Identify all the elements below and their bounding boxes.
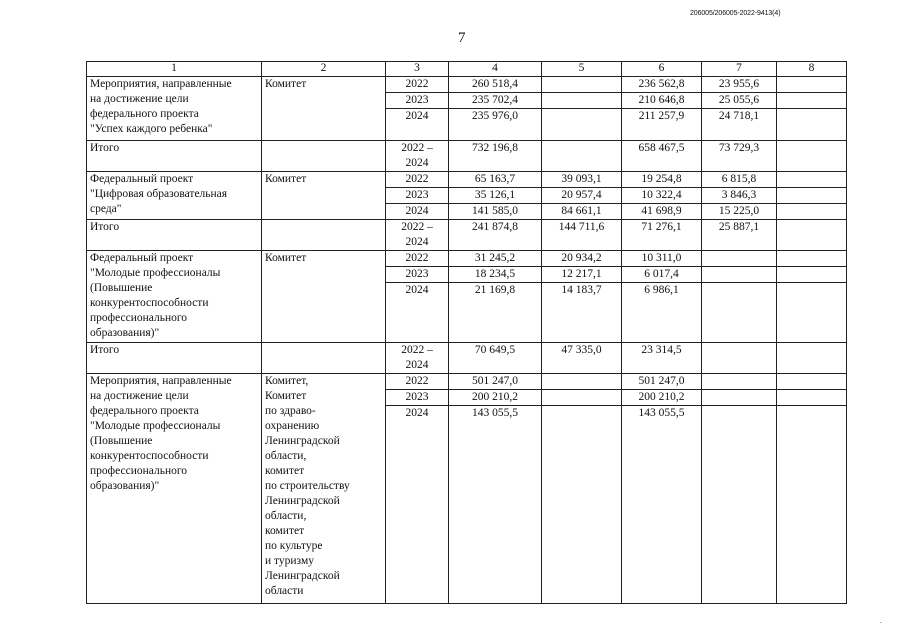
amount-cell	[777, 251, 847, 343]
amount-value: 200 210,2	[622, 390, 701, 406]
executor: Комитет	[262, 77, 386, 141]
amount-value: 25 055,6	[702, 93, 776, 109]
amount-value	[777, 390, 846, 406]
year: 2022	[386, 374, 448, 390]
year: 2024	[405, 205, 429, 217]
column-number: 8	[777, 62, 847, 77]
amount-cell	[542, 77, 622, 141]
amount-cell	[449, 220, 542, 251]
amount-value	[542, 109, 621, 124]
amount-value: 143 055,5	[472, 407, 518, 419]
amount-cell	[777, 141, 847, 172]
amount-value: 6 017,4	[622, 267, 701, 283]
amount-value	[702, 343, 776, 358]
year-cell	[386, 251, 449, 343]
amount-value	[542, 406, 621, 421]
amount-value	[702, 406, 776, 421]
year-cell	[386, 77, 449, 141]
amount-cell	[542, 251, 622, 343]
year: 2022	[386, 251, 448, 267]
amount-cell	[622, 220, 702, 251]
table-row	[87, 77, 847, 141]
year: 2024	[405, 110, 429, 122]
executor: Комитет	[262, 172, 386, 220]
amount-cell	[702, 251, 777, 343]
amount-value: 71 276,1	[641, 221, 682, 233]
amount-value: 31 245,2	[449, 251, 541, 267]
amount-cell	[542, 343, 622, 374]
amount-cell	[777, 220, 847, 251]
amount-cell	[777, 172, 847, 220]
amount-value: 501 247,0	[449, 374, 541, 390]
activity-name: Мероприятия, направленные на достижение цели федерального проекта "Успех каждого ребенка"	[87, 77, 262, 141]
activity-name: Федеральный проект "Цифровая образовательная среда"	[87, 172, 262, 220]
amount-value: 3 846,3	[702, 188, 776, 204]
amount-value: 732 196,8	[472, 142, 518, 154]
amount-value: 10 322,4	[622, 188, 701, 204]
column-number: 7	[702, 62, 777, 77]
activity-name: Итого	[87, 141, 262, 172]
amount-value	[542, 390, 621, 406]
page-number: 7	[458, 30, 466, 46]
amount-value	[777, 267, 846, 283]
activity-name: Итого	[87, 220, 262, 251]
amount-value: 19 254,8	[622, 172, 701, 188]
year: 2024	[405, 284, 429, 296]
amount-cell	[702, 220, 777, 251]
amount-cell	[702, 141, 777, 172]
amount-value: 23 955,6	[702, 77, 776, 93]
column-number-row	[87, 62, 847, 77]
amount-cell	[622, 343, 702, 374]
year-cell	[386, 220, 449, 251]
amount-value	[777, 204, 846, 219]
amount-value: 241 874,8	[472, 221, 518, 233]
amount-value	[777, 141, 846, 156]
amount-cell	[702, 77, 777, 141]
amount-cell	[622, 172, 702, 220]
column-number: 5	[542, 62, 622, 77]
amount-value: 144 711,6	[558, 221, 605, 233]
year-cell	[386, 374, 449, 604]
amount-value	[777, 251, 846, 267]
activity-name: Мероприятия, направленные на достижение цели федерального проекта "Молодые профессионалы (Повышение конкурентоспособности профессионального образования)"	[87, 374, 262, 604]
total-row	[87, 220, 847, 251]
year: 2022	[386, 77, 448, 93]
amount-cell	[777, 374, 847, 604]
amount-value: 84 661,1	[561, 205, 602, 217]
amount-value	[702, 390, 776, 406]
year: 2022 – 2024	[401, 221, 433, 248]
amount-value	[777, 220, 846, 235]
amount-cell	[449, 251, 542, 343]
amount-value: 235 702,4	[449, 93, 541, 109]
amount-cell	[542, 374, 622, 604]
amount-value: 25 887,1	[718, 221, 760, 233]
amount-value: 35 126,1	[449, 188, 541, 204]
amount-value	[702, 251, 776, 267]
amount-cell	[449, 343, 542, 374]
amount-value: 14 183,7	[561, 284, 602, 296]
year-cell	[386, 141, 449, 172]
amount-value	[542, 77, 621, 93]
amount-value	[777, 283, 846, 298]
amount-value	[542, 374, 621, 390]
amount-value: 47 335,0	[561, 344, 602, 356]
table-row	[87, 251, 847, 343]
year: 2024	[405, 407, 429, 419]
amount-value: 10 311,0	[622, 251, 701, 267]
year: 2023	[386, 93, 448, 109]
amount-value: 12 217,1	[542, 267, 621, 283]
amount-value	[777, 109, 846, 124]
year: 2022	[386, 172, 448, 188]
year-cell	[386, 172, 449, 220]
amount-value	[777, 374, 846, 390]
amount-value	[542, 141, 621, 156]
amount-value	[702, 267, 776, 283]
amount-value	[702, 374, 776, 390]
amount-cell	[777, 343, 847, 374]
amount-cell	[777, 77, 847, 141]
amount-cell	[622, 141, 702, 172]
amount-value: 501 247,0	[622, 374, 701, 390]
amount-cell	[622, 374, 702, 604]
amount-cell	[449, 77, 542, 141]
amount-value: 236 562,8	[622, 77, 701, 93]
amount-cell	[449, 374, 542, 604]
amount-cell	[702, 172, 777, 220]
table-row	[87, 172, 847, 220]
table-row	[87, 374, 847, 604]
amount-value: 24 718,1	[718, 110, 760, 122]
amount-value: 141 585,0	[472, 205, 518, 217]
scan-speck	[880, 622, 882, 623]
year: 2022 – 2024	[401, 344, 433, 371]
budget-table	[86, 61, 847, 604]
amount-cell	[542, 141, 622, 172]
amount-value	[777, 93, 846, 109]
amount-value: 39 093,1	[542, 172, 621, 188]
amount-value: 70 649,5	[474, 344, 516, 356]
amount-value: 65 163,7	[449, 172, 541, 188]
amount-value	[777, 343, 846, 358]
amount-value: 235 976,0	[472, 110, 518, 122]
amount-cell	[702, 343, 777, 374]
amount-value: 18 234,5	[449, 267, 541, 283]
amount-value: 15 225,0	[718, 205, 760, 217]
amount-value	[542, 93, 621, 109]
amount-value	[777, 406, 846, 421]
amount-value: 6 986,1	[644, 284, 679, 296]
activity-name: Итого	[87, 343, 262, 374]
amount-value	[777, 188, 846, 204]
column-number: 6	[622, 62, 702, 77]
activity-name: Федеральный проект "Молодые профессионалы (Повышение конкурентоспособности профессионального образования)"	[87, 251, 262, 343]
amount-value: 21 169,8	[474, 284, 516, 296]
amount-cell	[449, 141, 542, 172]
amount-value: 23 314,5	[641, 344, 682, 356]
executor: Комитет, Комитет по здраво- охранению Ленинградской области, комитет по строительству Ленинградской области, комитет по культуре и туризму Ленинградской области	[262, 374, 386, 604]
total-row	[87, 141, 847, 172]
year: 2023	[386, 267, 448, 283]
document-id: 206005/206005-2022-9413(4)	[690, 10, 781, 17]
amount-cell	[542, 172, 622, 220]
amount-cell	[542, 220, 622, 251]
amount-value: 6 815,8	[702, 172, 776, 188]
amount-value: 210 646,8	[622, 93, 701, 109]
year: 2023	[386, 390, 448, 406]
column-number: 4	[449, 62, 542, 77]
amount-value: 20 934,2	[542, 251, 621, 267]
year-cell	[386, 343, 449, 374]
amount-value	[702, 283, 776, 298]
executor	[262, 141, 386, 172]
executor: Комитет	[262, 251, 386, 343]
amount-cell	[702, 374, 777, 604]
amount-value: 200 210,2	[449, 390, 541, 406]
amount-value: 260 518,4	[449, 77, 541, 93]
amount-value: 143 055,5	[638, 407, 685, 419]
amount-value	[777, 77, 846, 93]
column-number: 3	[386, 62, 449, 77]
amount-value: 41 698,9	[641, 205, 682, 217]
amount-value: 211 257,9	[638, 110, 685, 122]
amount-cell	[622, 77, 702, 141]
amount-value	[777, 172, 846, 188]
year: 2023	[386, 188, 448, 204]
amount-cell	[449, 172, 542, 220]
executor	[262, 343, 386, 374]
amount-cell	[622, 251, 702, 343]
executor	[262, 220, 386, 251]
column-number: 2	[262, 62, 386, 77]
total-row	[87, 343, 847, 374]
year: 2022 – 2024	[401, 142, 433, 169]
amount-value: 73 729,3	[718, 142, 760, 154]
amount-value: 658 467,5	[638, 142, 685, 154]
column-number: 1	[87, 62, 262, 77]
amount-value: 20 957,4	[542, 188, 621, 204]
